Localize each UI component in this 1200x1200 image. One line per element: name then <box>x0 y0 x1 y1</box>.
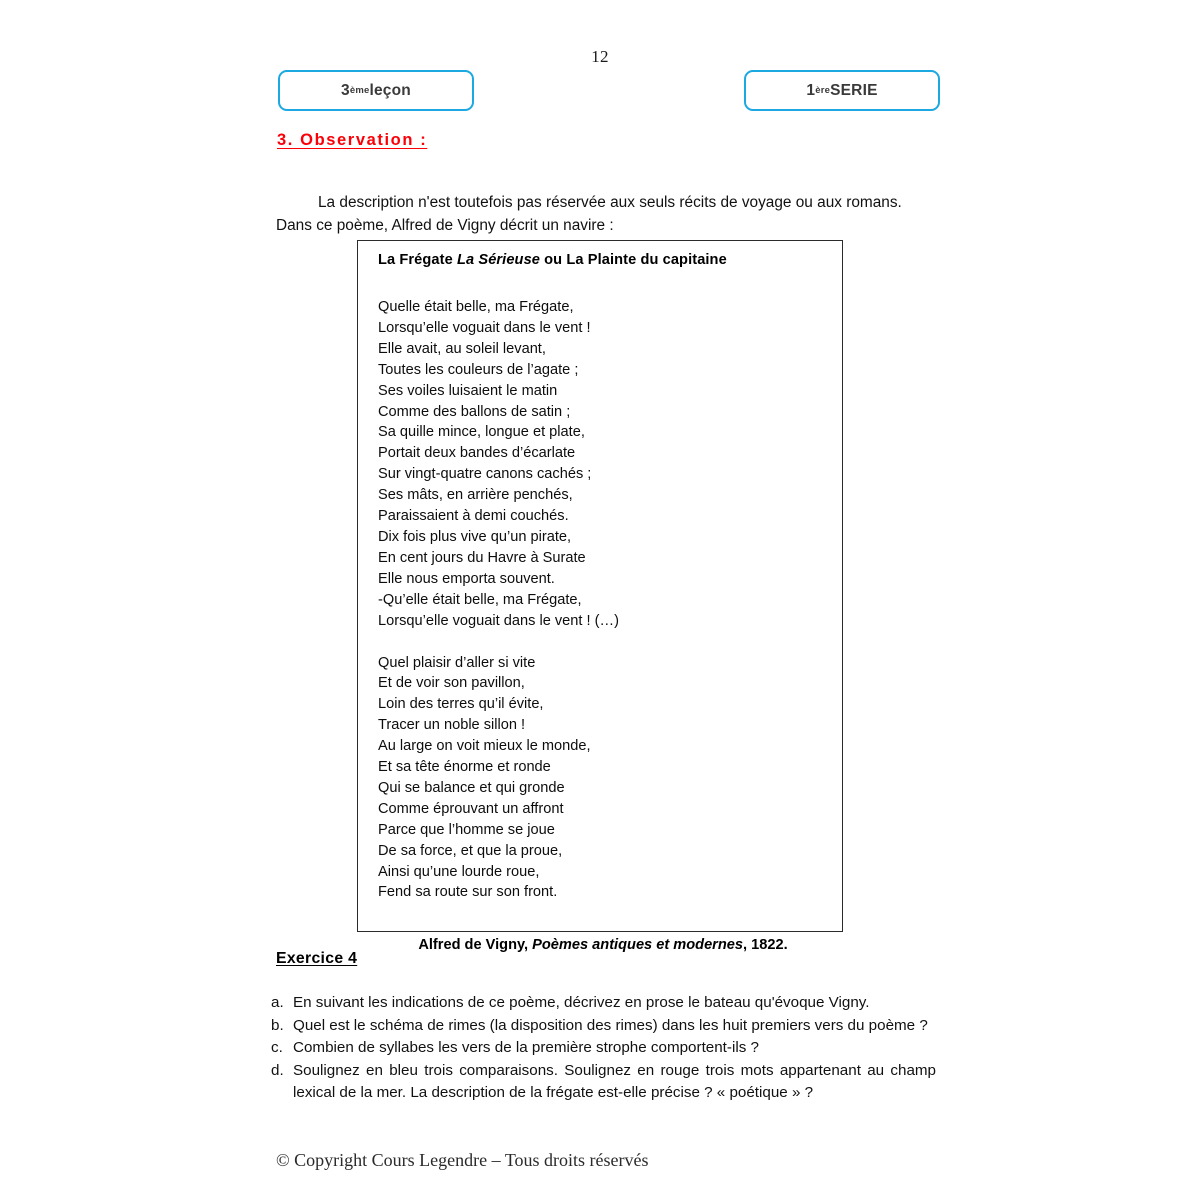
poem-verse: De sa force, et que la proue, <box>378 842 563 859</box>
poem-verse: Tracer un noble sillon ! <box>378 717 526 734</box>
question-marker: b. <box>271 1016 284 1034</box>
page-number: 12 <box>591 47 609 66</box>
poem-credit <box>358 903 842 953</box>
poem-verse: Toutes les couleurs de l’agate ; <box>378 361 579 378</box>
poem-verse: Ses mâts, en arrière penchés, <box>378 487 573 504</box>
poem-title <box>358 241 842 268</box>
question-marker: d. <box>271 1061 284 1079</box>
poem-verse: Ses voiles luisaient le matin <box>378 382 558 399</box>
poem-verse: Qui se balance et qui gronde <box>378 779 565 796</box>
poem-title-before: La Frégate <box>378 252 457 268</box>
poem-verse: Dix fois plus vive qu’un pirate, <box>378 528 572 545</box>
poem-verse: Loin des terres qu’il évite, <box>378 696 544 713</box>
exercise-title: Exercice 4 <box>276 950 358 967</box>
poem-verse: Comme des ballons de satin ; <box>378 403 571 420</box>
poem-title-italic: La Sérieuse <box>456 252 541 268</box>
poem-credit-author: Alfred de Vigny, <box>418 937 533 954</box>
exercise-questions <box>271 992 936 1105</box>
poem-credit-work: Poèmes antiques et modernes <box>532 937 744 954</box>
lesson-tag-box: 3 ème leçon <box>278 70 474 111</box>
poem-verse: Ainsi qu’une lourde roue, <box>378 863 540 880</box>
poem-verse: Paraissaient à demi couchés. <box>378 508 569 525</box>
question-item <box>271 1037 936 1060</box>
poem-verse: Portait deux bandes d’écarlate <box>378 445 576 462</box>
question-item <box>271 1015 936 1038</box>
question-text: En suivant les indications de ce poème, décrivez en prose le bateau qu'évoque Vigny. <box>293 994 870 1011</box>
poem-title-after: ou La Plainte du capitaine <box>540 252 727 268</box>
poem-verse: Sa quille mince, longue et plate, <box>378 424 585 441</box>
poem-verse: Quelle était belle, ma Frégate, <box>378 299 574 315</box>
poem-verse: Parce que l’homme se joue <box>378 821 555 838</box>
serie-tag-box: 1 ère SERIE <box>744 70 940 111</box>
poem-verse: Et de voir son pavillon, <box>378 675 525 692</box>
serie-tag-label: SERIE <box>830 81 878 99</box>
poem-verse: Lorsqu’elle voguait dans le vent ! (…) <box>378 612 619 629</box>
poem-verse: Comme éprouvant un affront <box>378 800 564 817</box>
question-text: Combien de syllabes les vers de la première strophe comportent-ils ? <box>293 1039 759 1057</box>
poem-verse: En cent jours du Havre à Surate <box>378 549 586 566</box>
question-marker: c. <box>271 1039 283 1057</box>
poem-verse: Quel plaisir d’aller si vite <box>378 654 536 671</box>
poem-verse: Elle nous emporta souvent. <box>378 570 555 587</box>
header-tags-row <box>278 70 940 111</box>
poem-verse: Sur vingt-quatre canons cachés ; <box>378 466 592 483</box>
lesson-tag-label: leçon <box>369 81 411 99</box>
footer-copyright: © Copyright Cours Legendre – Tous droits réservés <box>276 1150 649 1170</box>
serie-tag-number: 1 <box>806 81 816 99</box>
poem-verse: Elle avait, au soleil levant, <box>378 340 546 357</box>
poem-verse: -Qu’elle était belle, ma Frégate, <box>378 591 582 608</box>
question-text: Quel est le schéma de rimes (la disposition des rimes) dans les huit premiers vers du poème ? <box>293 1016 928 1034</box>
question-text: Soulignez en bleu trois comparaisons. Soulignez en rouge trois mots appartenant au champ lexical de la mer. La description de la frégate est-elle précise ? « poétique » ? <box>293 1061 936 1102</box>
question-item <box>271 1060 936 1105</box>
poem-stanza-1 <box>358 268 842 632</box>
lesson-tag-number: 3 <box>341 81 350 99</box>
poem-verse: Au large on voit mieux le monde, <box>378 738 591 755</box>
poem-stanza-2 <box>358 632 842 904</box>
poem-box <box>357 240 843 954</box>
poem-verse: Lorsqu’elle voguait dans le vent ! <box>378 319 591 336</box>
poem-verse: Fend sa route sur son front. <box>378 884 558 901</box>
question-item <box>271 992 936 1015</box>
poem-verse: Et sa tête énorme et ronde <box>378 759 551 776</box>
question-marker: a. <box>271 994 284 1011</box>
poem-credit-year: , 1822. <box>743 937 788 954</box>
section-heading: 3. Observation : <box>277 131 428 149</box>
intro-paragraph: La description n'est toutefois pas réservée aux seuls récits de voyage ou aux romans. Dans ce poème, Alfred de Vigny décrit un navire : <box>276 194 902 235</box>
